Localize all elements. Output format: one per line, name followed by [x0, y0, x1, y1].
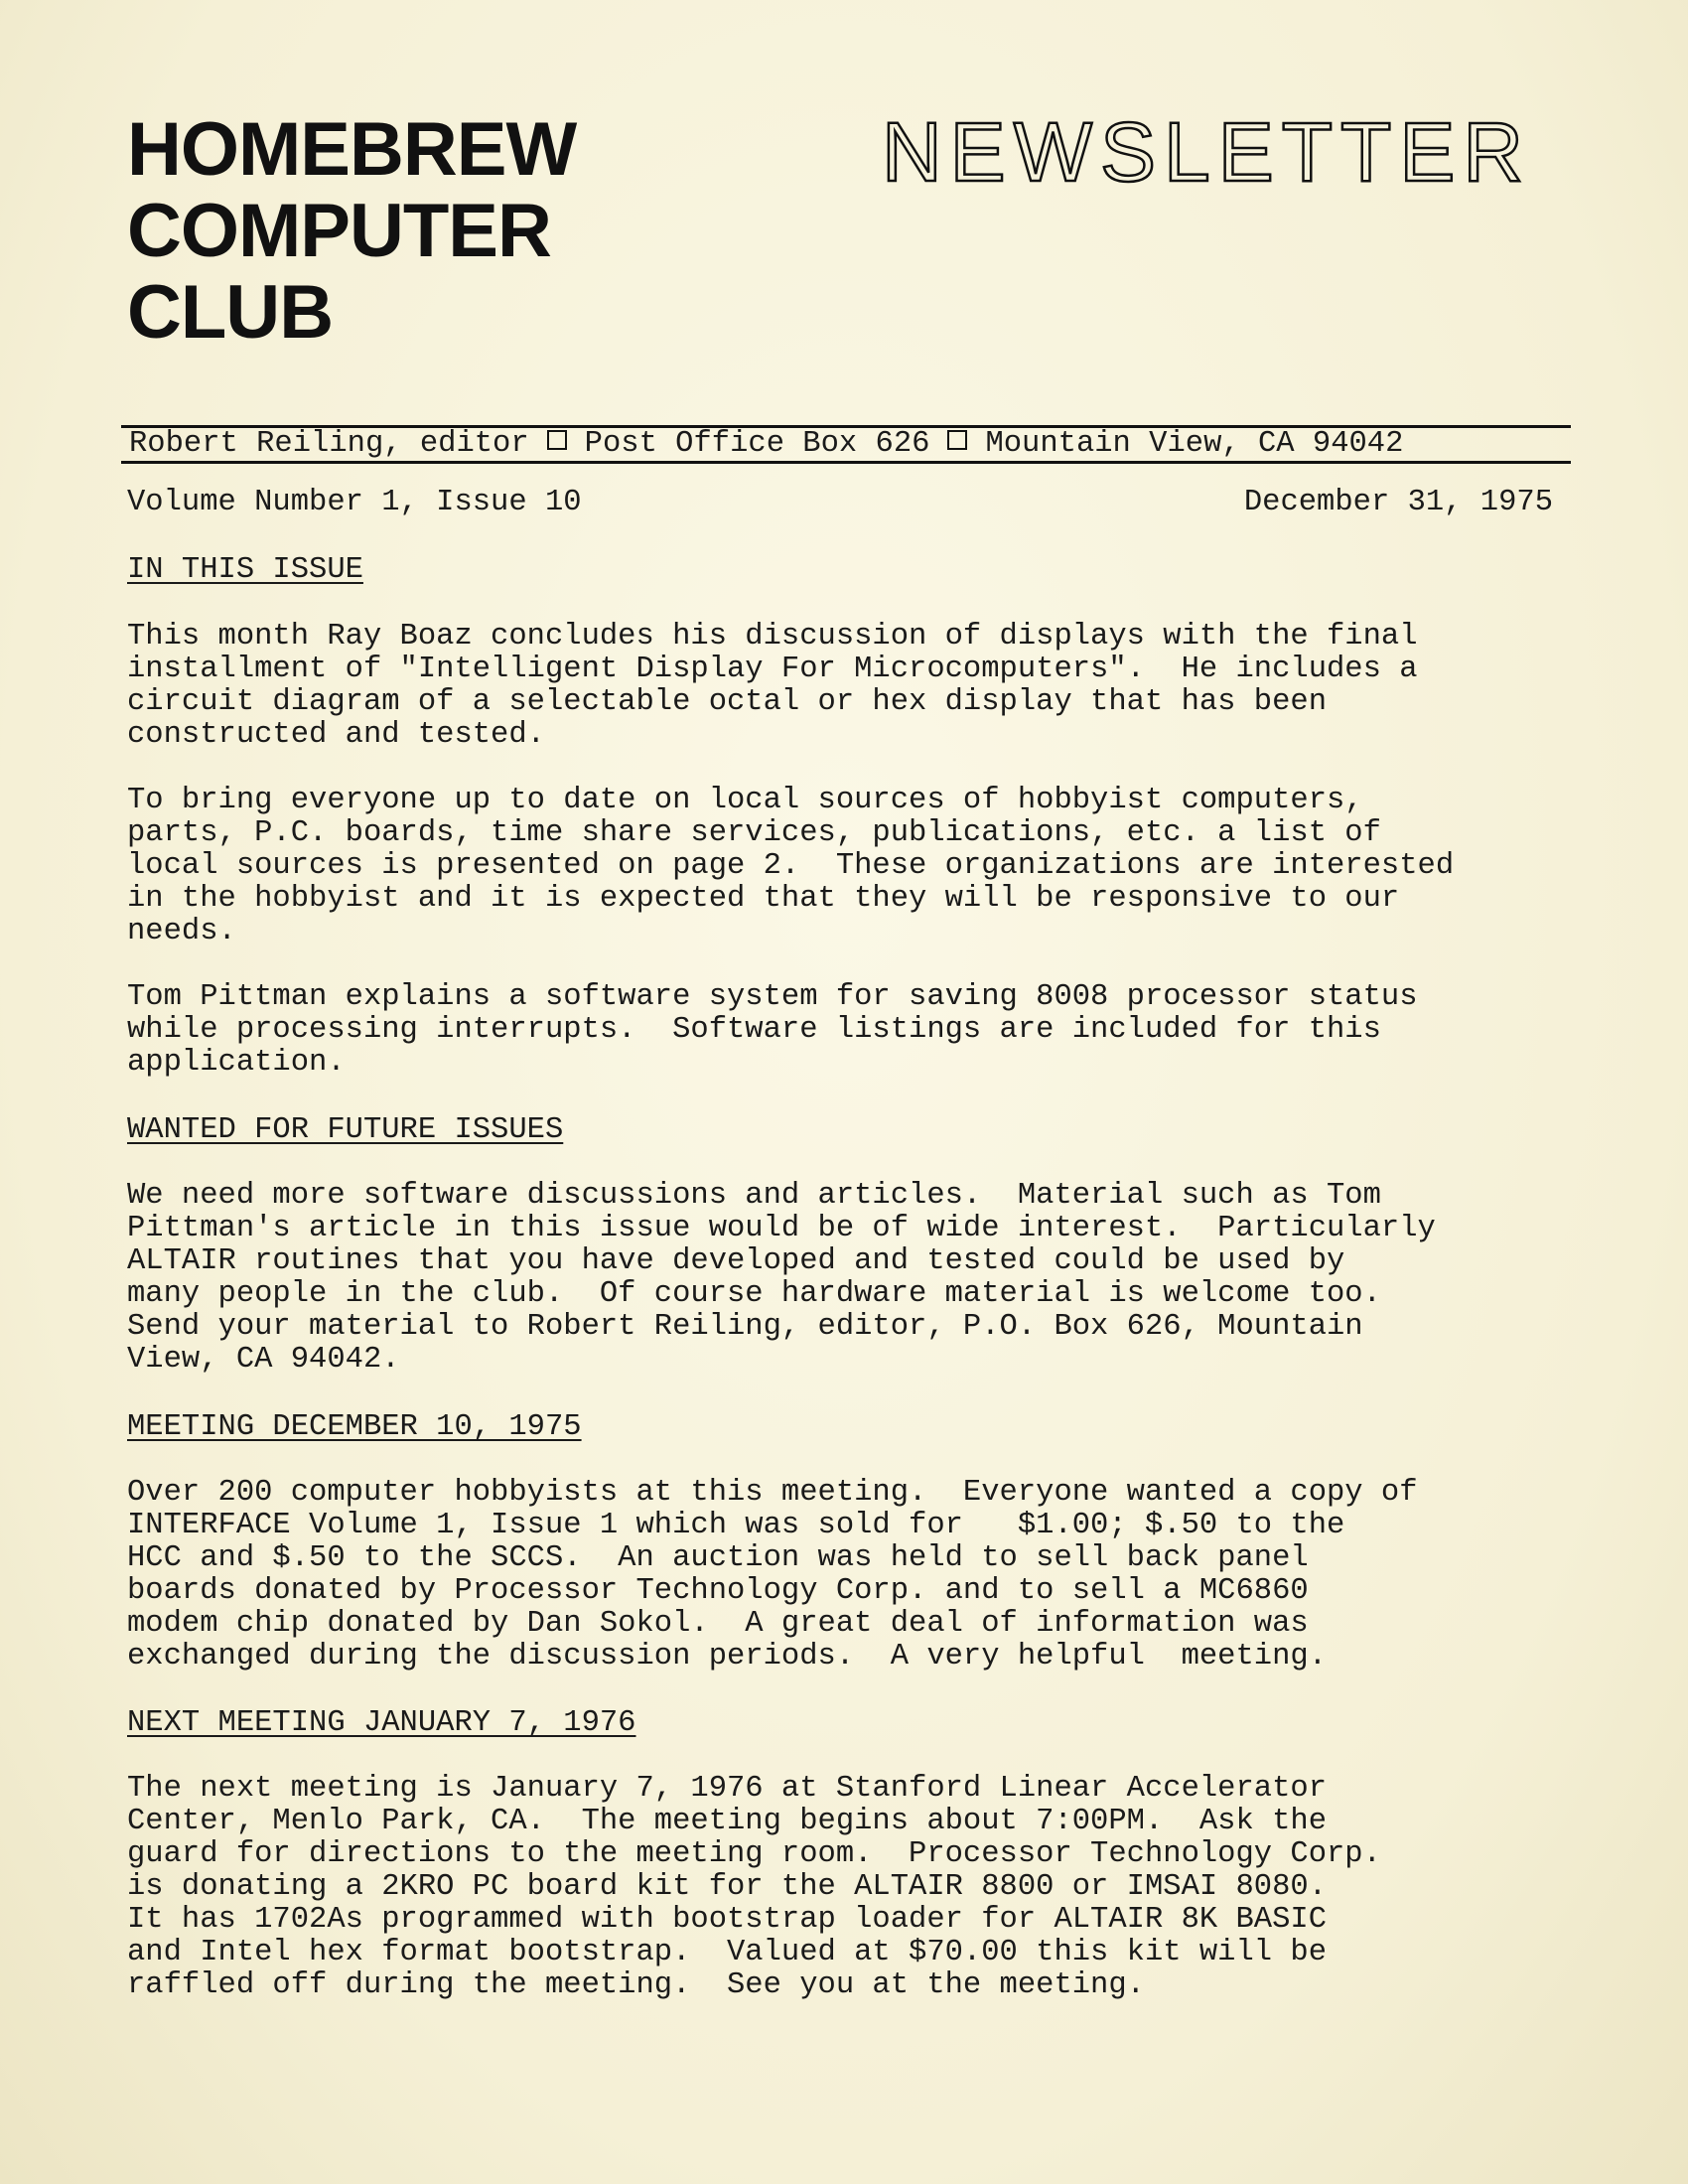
masthead-line-2: COMPUTER [127, 189, 551, 273]
bottom-rule [121, 461, 1571, 464]
newsletter-title: NEWSLETTER [882, 105, 1532, 199]
issue-date: December 31, 1975 [1243, 486, 1553, 519]
editor-contact-bar [129, 428, 1569, 461]
editor-name: Robert Reiling, editor [129, 427, 529, 461]
heading-in-this-issue: IN THIS ISSUE [127, 553, 363, 587]
club-masthead [127, 109, 576, 354]
paragraph-meeting-december: Over 200 computer hobbyists at this meeting. Everyone wanted a copy of INTERFACE Volume 1, Issue 1 which was sold for $1.00; $.50 to the HCC and $.50 to the SCCS. An auction was held to sell back panel boards donated by Processor Technology Corp. and to sell a MC6860 modem chip donated by Dan Sokol. A great deal of information was exchanged during the discussion periods. A very helpful meeting. [127, 1476, 1418, 1674]
paragraph-wanted: We need more software discussions and articles. Material such as Tom Pittman's article in this issue would be of wide interest. Particularly ALTAIR routines that you have developed and tested could be used by many people in the club. Of course hardware material is welcome too. Send your material to Robert Reiling, editor, P.O. Box 626, Mountain View, CA 94042. [127, 1179, 1436, 1377]
masthead-line-3: CLUB [127, 270, 334, 355]
po-box: Post Office Box 626 [584, 427, 930, 461]
heading-meeting-december: MEETING DECEMBER 10, 1975 [127, 1410, 582, 1444]
heading-wanted-future-issues: WANTED FOR FUTURE ISSUES [127, 1113, 564, 1147]
paragraph-local-sources: To bring everyone up to date on local sources of hobbyist computers, parts, P.C. boards, time share services, publications, etc. a list of local sources is presented on page 2. These organizations are interested in the hobbyist and it is expected that they will be responsive to our needs. [127, 784, 1455, 948]
square-bullet-icon [547, 430, 567, 450]
heading-next-meeting: NEXT MEETING JANUARY 7, 1976 [127, 1706, 636, 1740]
volume-issue: Volume Number 1, Issue 10 [127, 486, 582, 519]
paragraph-pittman-software: Tom Pittman explains a software system for saving 8008 processor status while processing interrupts. Software listings are included for this application. [127, 980, 1418, 1080]
paragraph-display-article: This month Ray Boaz concludes his discussion of displays with the final installment of "Intelligent Display For Microcomputers". He includes a circuit diagram of a selectable octal or hex display that has been constructed and tested. [127, 620, 1418, 752]
city-address: Mountain View, CA 94042 [985, 427, 1404, 461]
paragraph-next-meeting: The next meeting is January 7, 1976 at Stanford Linear Accelerator Center, Menlo Park, CA. The meeting begins about 7:00PM. Ask the guard for directions to the meeting room. Processor Technology Corp. is donating a 2KRO PC board kit for the ALTAIR 8800 or IMSAI 8080. It has 1702As programmed with bootstrap loader for ALTAIR 8K BASIC and Intel hex format bootstrap. Valued at $70.00 this kit will be raffled off during the meeting. See you at the meeting. [127, 1772, 1381, 2002]
square-bullet-icon [947, 430, 967, 450]
masthead-line-1: HOMEBREW [127, 107, 577, 192]
